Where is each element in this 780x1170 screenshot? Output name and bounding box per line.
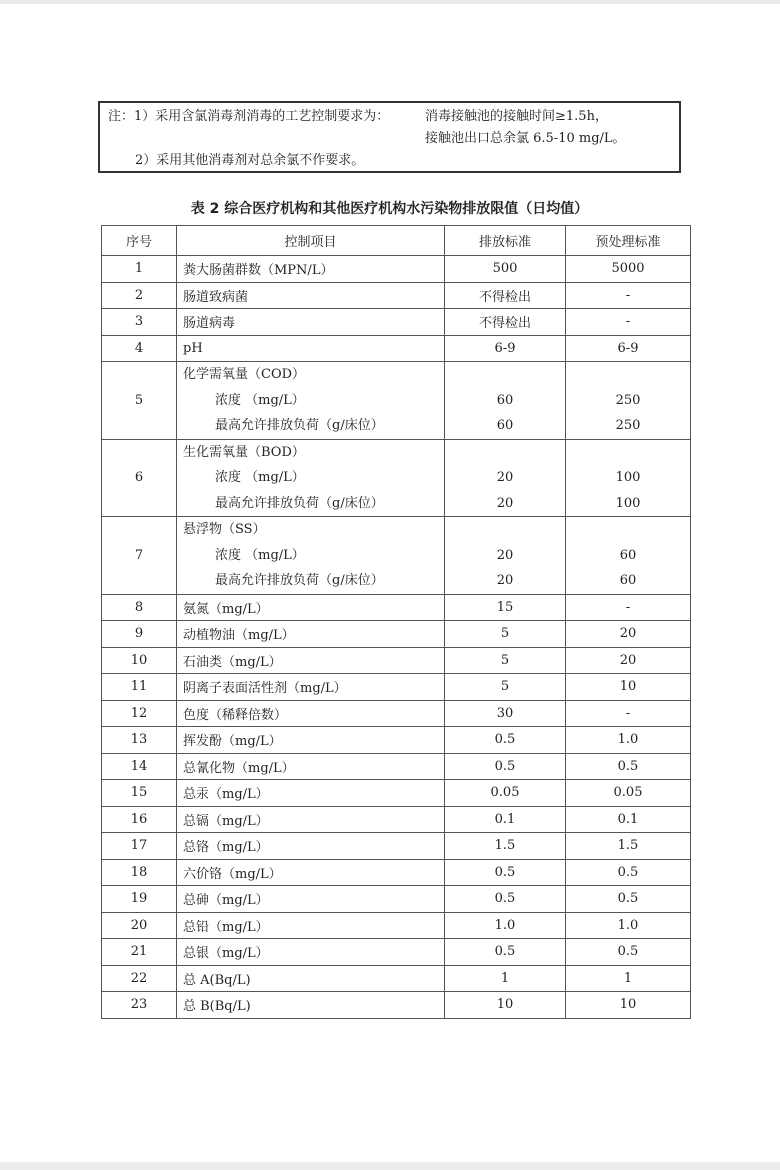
note-line-3: 2）采用其他消毒剂对总余氯不作要求。	[135, 153, 365, 168]
row-item: 总铬（mg/L）	[177, 833, 445, 860]
row-item: 总铅（mg/L）	[177, 912, 445, 939]
table-row	[102, 594, 691, 621]
row-item: 总砷（mg/L）	[177, 886, 445, 913]
table-row	[102, 939, 691, 966]
row-no: 14	[102, 753, 177, 780]
row-no: 20	[102, 912, 177, 939]
row-std-load: 60	[496, 418, 514, 433]
table-row	[102, 309, 691, 336]
row-std-concentration: 20	[496, 470, 514, 485]
table-row	[102, 621, 691, 648]
row-no: 2	[102, 282, 177, 309]
table-row	[102, 256, 691, 283]
table-row	[102, 335, 691, 362]
row-std: 不得检出	[445, 309, 566, 336]
row-subitem-concentration: 浓度 （mg/L）	[215, 470, 305, 485]
table-row-multi	[102, 439, 691, 517]
row-pre-concentration: 250	[615, 392, 641, 408]
row-item: 化学需氧量（COD）	[183, 367, 306, 382]
row-subitem-concentration: 浓度 （mg/L）	[215, 392, 305, 408]
row-item-group	[177, 362, 445, 440]
row-pre: 1	[566, 965, 691, 992]
row-std: 30	[445, 700, 566, 727]
table-row	[102, 282, 691, 309]
row-pre: 1.0	[566, 727, 691, 754]
table-row	[102, 780, 691, 807]
row-pre: 0.5	[566, 753, 691, 780]
note-line-2-value: 接触池出口总余氯 6.5-10 mg/L。	[425, 131, 626, 146]
row-no: 7	[102, 517, 177, 595]
row-item: 阴离子表面活性剂（mg/L）	[177, 674, 445, 701]
row-item: 肠道病毒	[177, 309, 445, 336]
note-box	[98, 101, 681, 173]
row-no: 21	[102, 939, 177, 966]
row-std: 5	[445, 647, 566, 674]
header-no: 序号	[102, 226, 177, 256]
row-pre: 0.05	[566, 780, 691, 807]
table-row-multi	[102, 517, 691, 595]
row-item: 动植物油（mg/L）	[177, 621, 445, 648]
row-no: 4	[102, 335, 177, 362]
row-no: 18	[102, 859, 177, 886]
row-std: 1.5	[445, 833, 566, 860]
row-no: 6	[102, 439, 177, 517]
row-pre: 0.5	[566, 886, 691, 913]
row-pre-load: 100	[615, 495, 641, 511]
row-no: 11	[102, 674, 177, 701]
row-no: 9	[102, 621, 177, 648]
row-pre: 20	[566, 647, 691, 674]
table-row	[102, 700, 691, 727]
table-row	[102, 674, 691, 701]
row-std: 1.0	[445, 912, 566, 939]
row-pre-group	[566, 517, 691, 595]
row-pre-group	[566, 439, 691, 517]
row-std: 5	[445, 674, 566, 701]
table-title: 表 2 综合医疗机构和其他医疗机构水污染物排放限值（日均值）	[190, 201, 589, 217]
row-item: 总银（mg/L）	[177, 939, 445, 966]
row-no: 8	[102, 594, 177, 621]
row-std-group	[445, 517, 566, 595]
row-std: 0.05	[445, 780, 566, 807]
row-item: 总 A(Bq/L)	[177, 965, 445, 992]
row-std-group	[445, 362, 566, 440]
row-std: 0.5	[445, 753, 566, 780]
row-std: 0.5	[445, 886, 566, 913]
row-pre: -	[566, 594, 691, 621]
row-pre: 20	[566, 621, 691, 648]
row-no: 19	[102, 886, 177, 913]
row-pre: -	[566, 309, 691, 336]
header-pre: 预处理标准	[566, 226, 691, 256]
page-bottom-edge	[0, 1162, 780, 1170]
row-pre: 1.5	[566, 833, 691, 860]
header-item: 控制项目	[177, 226, 445, 256]
table-row	[102, 992, 691, 1019]
row-std: 0.5	[445, 939, 566, 966]
row-pre-concentration: 60	[619, 547, 637, 563]
row-std: 1	[445, 965, 566, 992]
table-row	[102, 647, 691, 674]
row-item: 六价铬（mg/L）	[177, 859, 445, 886]
row-no: 1	[102, 256, 177, 283]
table-row	[102, 833, 691, 860]
table-header-row	[102, 226, 691, 256]
row-subitem-concentration: 浓度 （mg/L）	[215, 547, 305, 563]
row-std-concentration: 20	[496, 547, 514, 563]
row-std: 0.5	[445, 859, 566, 886]
row-pre: 0.1	[566, 806, 691, 833]
row-pre: 10	[566, 674, 691, 701]
row-item: 总汞（mg/L）	[177, 780, 445, 807]
row-pre: 1.0	[566, 912, 691, 939]
row-no: 13	[102, 727, 177, 754]
row-pre: 0.5	[566, 859, 691, 886]
row-subitem-load: 最高允许排放负荷（g/床位）	[215, 495, 384, 511]
row-item: 生化需氧量（BOD）	[183, 444, 305, 460]
table-row	[102, 753, 691, 780]
row-item: 石油类（mg/L）	[177, 647, 445, 674]
row-std: 5	[445, 621, 566, 648]
header-std: 排放标准	[445, 226, 566, 256]
row-pre: -	[566, 700, 691, 727]
page-top-edge	[0, 0, 780, 4]
row-no: 5	[102, 362, 177, 440]
row-pre-load: 60	[619, 573, 637, 588]
note-line-1-value: 消毒接触池的接触时间≥1.5h，	[425, 109, 608, 124]
table-row	[102, 965, 691, 992]
row-item: 粪大肠菌群数（MPN/L）	[177, 256, 445, 283]
row-std: 6-9	[445, 335, 566, 362]
row-std: 10	[445, 992, 566, 1019]
row-pre: 0.5	[566, 939, 691, 966]
row-pre: 6-9	[566, 335, 691, 362]
row-pre-group	[566, 362, 691, 440]
row-pre: -	[566, 282, 691, 309]
row-no: 16	[102, 806, 177, 833]
row-no: 17	[102, 833, 177, 860]
row-std: 15	[445, 594, 566, 621]
table-row	[102, 727, 691, 754]
row-std: 0.5	[445, 727, 566, 754]
row-std-load: 20	[496, 495, 514, 511]
table-row	[102, 859, 691, 886]
row-no: 12	[102, 700, 177, 727]
note-line-1-prefix: 注：1）采用含氯消毒剂消毒的工艺控制要求为：	[108, 109, 390, 124]
row-no: 15	[102, 780, 177, 807]
row-item: 悬浮物（SS）	[183, 522, 266, 537]
row-item: pH	[177, 335, 445, 362]
limits-table	[101, 225, 691, 1019]
row-subitem-load: 最高允许排放负荷（g/床位）	[215, 573, 384, 588]
row-no: 22	[102, 965, 177, 992]
row-std-load: 20	[496, 573, 514, 588]
row-no: 23	[102, 992, 177, 1019]
table-row-multi	[102, 362, 691, 440]
row-std: 0.1	[445, 806, 566, 833]
row-subitem-load: 最高允许排放负荷（g/床位）	[215, 418, 384, 433]
table-row	[102, 886, 691, 913]
table-row	[102, 806, 691, 833]
row-pre: 5000	[566, 256, 691, 283]
row-no: 3	[102, 309, 177, 336]
row-item-group	[177, 517, 445, 595]
row-no: 10	[102, 647, 177, 674]
row-pre: 10	[566, 992, 691, 1019]
row-item: 总镉（mg/L）	[177, 806, 445, 833]
row-item: 氨氮（mg/L）	[177, 594, 445, 621]
table-row	[102, 912, 691, 939]
row-item-group	[177, 439, 445, 517]
row-std-group	[445, 439, 566, 517]
row-std-concentration: 60	[496, 392, 514, 408]
row-item: 挥发酚（mg/L）	[177, 727, 445, 754]
row-std: 500	[445, 256, 566, 283]
row-item: 色度（稀释倍数）	[177, 700, 445, 727]
row-item: 肠道致病菌	[177, 282, 445, 309]
row-pre-concentration: 100	[615, 470, 641, 485]
row-item: 总氰化物（mg/L）	[177, 753, 445, 780]
row-std: 不得检出	[445, 282, 566, 309]
row-pre-load: 250	[615, 418, 641, 433]
row-item: 总 B(Bq/L)	[177, 992, 445, 1019]
